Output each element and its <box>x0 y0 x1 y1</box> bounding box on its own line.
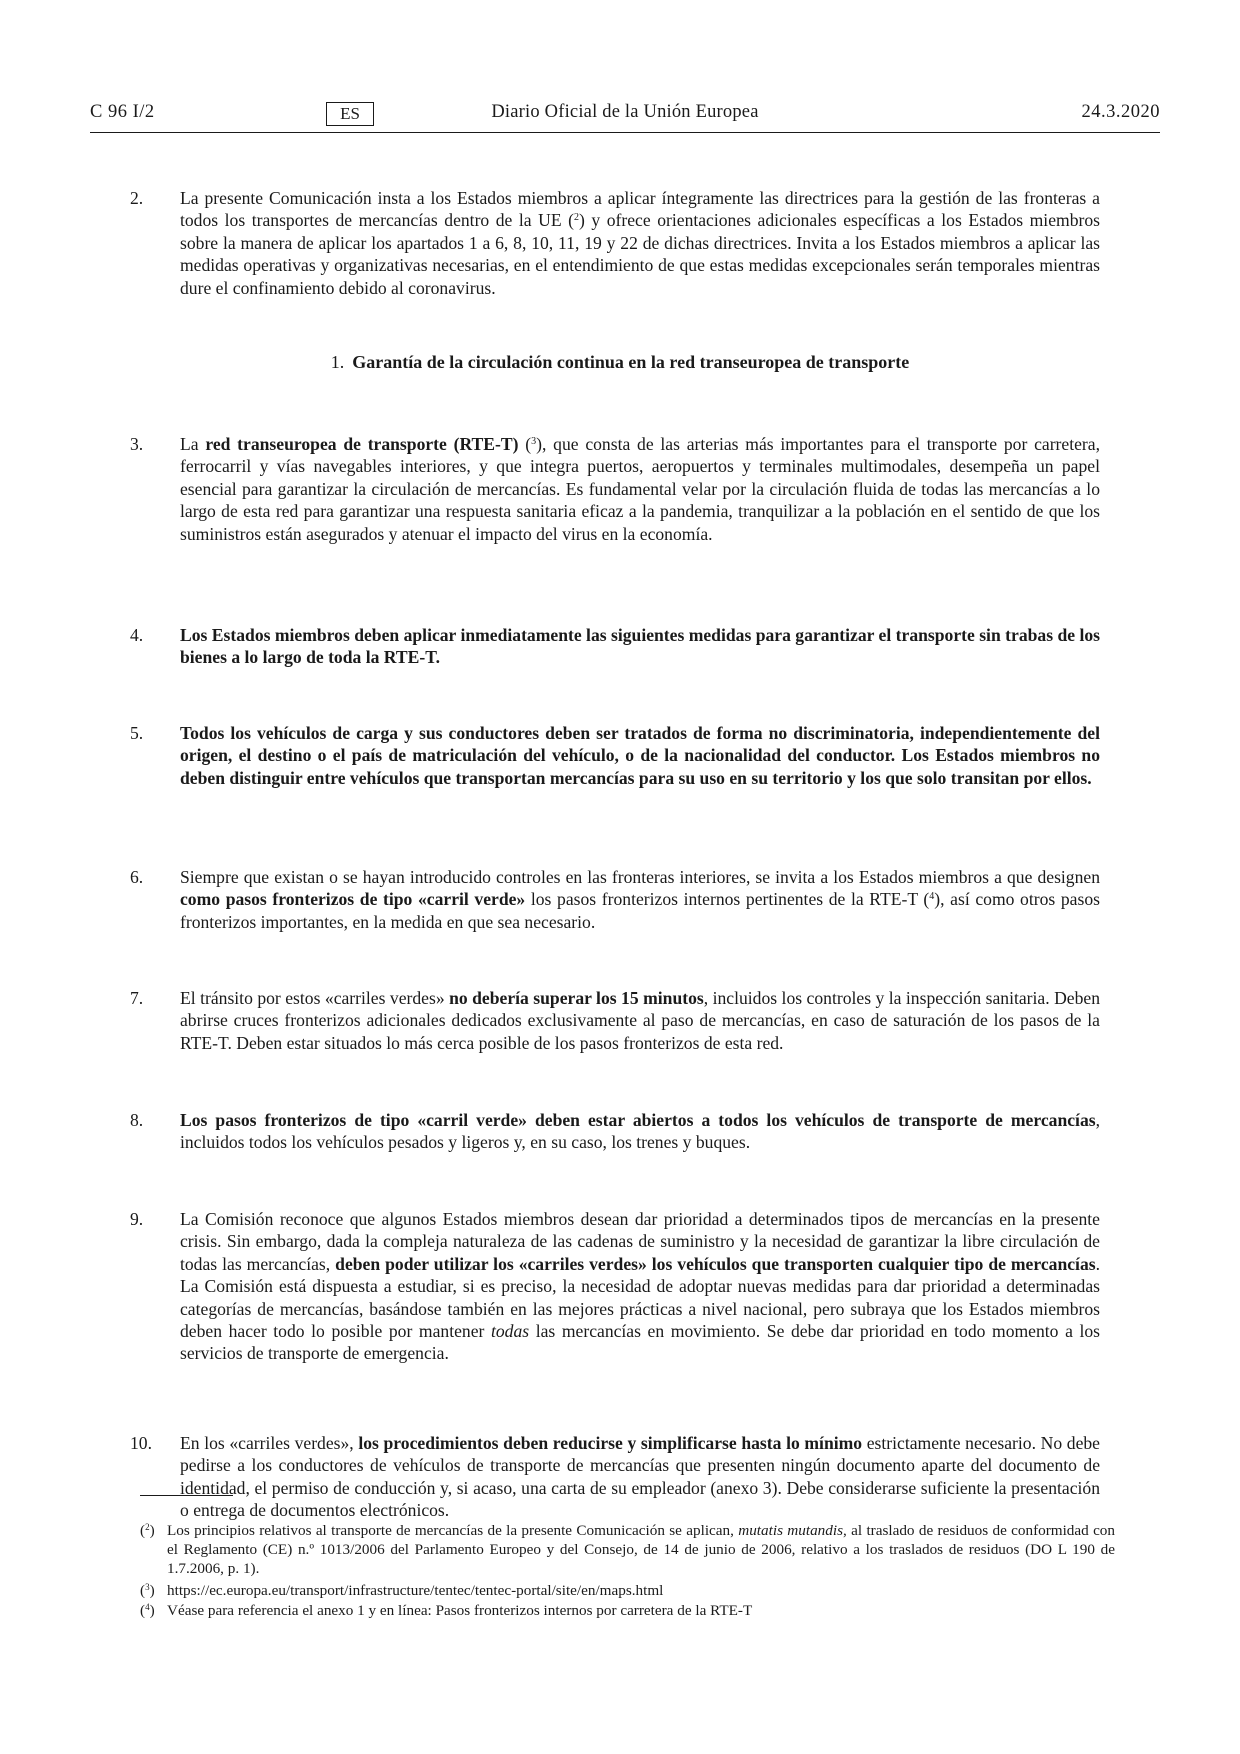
paragraph-number: 8. <box>130 1110 144 1130</box>
text-run: las mercancías en movimiento. Se debe dar prioridad en todo momento a los servicios de transporte de emergencia. <box>180 1321 1101 1364</box>
footnote-ref[interactable]: 4 <box>929 891 935 903</box>
text-run: , incluidos los controles y la inspección sanitaria. Deben abrirse cruces fronterizos adicionales dedicados exclusivamente al paso de mercancías, en caso de saturación de los pasos de la RTE-T. Deben estar situados lo más cerca posible de los pasos fronterizos de esta red. <box>180 988 1100 1053</box>
text-run: https://ec.europa.eu/transport/infrastructure/tentec/tentec-portal/site/en/maps.html <box>167 1582 664 1599</box>
paragraph-text <box>180 866 1100 933</box>
text-run: ), así como otros pasos fronterizos importantes, en la medida en que sea necesario. <box>180 889 1100 932</box>
paragraph-number: 5. <box>130 723 144 743</box>
text-run: ( <box>518 434 532 454</box>
paragraph-4 <box>130 624 1100 669</box>
section-number: 1. <box>330 352 345 372</box>
text-run: ), que consta de las arterias más importantes para el transporte por carretera, ferrocarril y vías navegables interiores, y que integra puertos, aeropuertos y terminales multimodales, desempeña un papel esencial para garantizar la circulación de mercancías. Es fundamental velar por la circulación fluida de todas las mercancías a lo largo de esta red para garantizar una respuesta sanitaria eficaz a la pandemia, tranquilizar a la población en el sentido de que los suministros están asegurados y atenuar el impacto del virus en la economía. <box>180 434 1100 544</box>
paragraph-text <box>180 433 1100 545</box>
paragraph-3 <box>130 433 1100 545</box>
bold-text: red transeuropea de transporte (RTE-T) <box>205 434 519 454</box>
footnote-3 <box>140 1581 1115 1600</box>
bold-text: Los pasos fronterizos de tipo «carril verde» deben estar abiertos a todos los vehículos de transporte de mercancías <box>180 1110 1096 1130</box>
publication-date: 24.3.2020 <box>1081 102 1160 122</box>
section-heading <box>0 351 1240 373</box>
text-run: , al traslado de residuos de conformidad con el Reglamento (CE) n.º 1013/2006 del Parlamento Europeo y del Consejo, de 14 de junio de 2006, relativo a los traslados de residuos (DO L 190 de 1.7.2006, p. 1). <box>167 1522 1115 1577</box>
paragraph-number: 3. <box>130 434 144 454</box>
footnote-link[interactable] <box>167 1581 1115 1600</box>
footnote-marker: ($^3$) <box>140 1582 155 1599</box>
footnote-ref[interactable]: 3 <box>531 436 537 447</box>
paragraph-text <box>180 187 1100 299</box>
footnote-divider <box>140 1495 233 1496</box>
paragraph-9 <box>130 1208 1100 1365</box>
journal-reference: C 96 I/2 <box>90 102 155 122</box>
text-run: El tránsito por estos «carriles verdes» <box>180 988 450 1008</box>
paragraph-text <box>180 987 1100 1054</box>
paragraph-number: 10. <box>130 1433 152 1453</box>
section-title: Garantía de la circulación continua en la red transeuropea de transporte <box>352 352 910 372</box>
paragraph-number: 6. <box>130 867 144 887</box>
paragraph-number: 7. <box>130 988 144 1008</box>
footnote-2 <box>140 1521 1115 1578</box>
footnote-text <box>167 1601 1115 1620</box>
footnote-4 <box>140 1601 1115 1620</box>
text-run: La Comisión reconoce que algunos Estados miembros desean dar prioridad a determinados tipos de mercancías en la presente crisis. Sin embargo, dada la compleja naturaleza de las cadenas de suministro y la necesidad de garantizar la libre circulación de todas las mercancías, <box>180 1209 1100 1274</box>
italic-text: mutatis mutandis <box>738 1522 844 1539</box>
footnote-marker: ($^2$) <box>140 1522 155 1539</box>
paragraph-text <box>180 624 1100 669</box>
paragraph-text <box>180 722 1100 789</box>
text-run: La presente Comunicación insta a los Estados miembros a aplicar íntegramente las directrices para la gestión de las fronteras a todos los transportes de mercancías dentro de la UE ( <box>180 188 1100 231</box>
paragraph-6 <box>130 866 1100 933</box>
page-header <box>90 102 1160 133</box>
bold-text: los procedimientos deben reducirse y simplificarse hasta lo mínimo <box>358 1433 863 1453</box>
text-run: Los principios relativos al transporte de mercancías de la presente Comunicación se aplican, <box>167 1522 739 1539</box>
text-run: ) y ofrece orientaciones adicionales específicas a los Estados miembros sobre la manera de aplicar los apartados 1 a 6, 8, 10, 11, 19 y 22 de dichas directrices. Invita a los Estados miembros a aplicar las medidas operativas y organizativas necesarias, en el entendimiento de que estas medidas excepcionales serán temporales mientras dure el confinamiento debido al coronavirus. <box>180 210 1100 298</box>
text-run: La <box>180 434 206 454</box>
text-run: . La Comisión está dispuesta a estudiar, si es preciso, la necesidad de adoptar nuevas medidas para dar prioridad a determinadas categorías de mercancías, basándose también en las mejores prácticas a nivel nacional, pero subraya que los Estados miembros deben hacer todo lo posible por mantener <box>180 1253 1100 1342</box>
italic-text: todas <box>490 1321 530 1342</box>
journal-title: Diario Oficial de la Unión Europea <box>491 102 759 122</box>
bold-text: no debería superar los 15 minutos <box>449 988 704 1008</box>
footnote-marker: ($^4$) <box>140 1602 155 1619</box>
paragraph-2 <box>130 187 1100 299</box>
bold-text: Los Estados miembros deben aplicar inmediatamente las siguientes medidas para garantizar el transporte sin trabas de los bienes a lo largo de toda la RTE-T. <box>180 625 1100 668</box>
paragraph-text <box>180 1109 1100 1154</box>
text-run: En los «carriles verdes», <box>180 1433 359 1453</box>
paragraph-7 <box>130 987 1100 1054</box>
paragraph-number: 2. <box>130 188 144 208</box>
footnote-text <box>167 1521 1115 1578</box>
paragraph-number: 9. <box>130 1209 144 1229</box>
paragraph-text <box>180 1208 1100 1365</box>
paragraph-8 <box>130 1109 1100 1154</box>
bold-text: como pasos fronterizos de tipo «carril verde» <box>180 889 526 910</box>
paragraph-text <box>180 1432 1100 1522</box>
bold-text: Todos los vehículos de carga y sus conductores deben ser tratados de forma no discriminatoria, independientemente del origen, el destino o el país de matriculación del vehículo, o de la nacionalidad del conductor. Los Estados miembros no deben distinguir entre vehículos que transportan mercancías para su uso en su territorio y los que solo transitan por ellos. <box>180 723 1100 788</box>
text-run: los pasos fronterizos internos pertinentes de la RTE-T ( <box>525 889 930 910</box>
text-run: estrictamente necesario. No debe pedirse a los conductores de vehículos de transporte de mercancías que presenten ningún documento aparte del documento de identidad, el permiso de conducción y, si acaso, una carta de su empleador (anexo 3). Debe considerarse suficiente la presentación o entrega de documentos electrónicos. <box>180 1433 1100 1521</box>
bold-text: deben poder utilizar los «carriles verdes» los vehículos que transporten cualquier tipo de mercancías <box>335 1253 1096 1274</box>
paragraph-10 <box>130 1432 1100 1522</box>
text-run: Véase para referencia el anexo 1 y en línea: Pasos fronterizos internos por carretera de la RTE-T <box>167 1602 753 1619</box>
text-run: Siempre que existan o se hayan introducido controles en las fronteras interiores, se invita a los Estados miembros a que designen <box>180 867 1100 887</box>
paragraph-number: 4. <box>130 625 144 645</box>
footnote-ref[interactable]: 2 <box>574 212 579 224</box>
paragraph-5 <box>130 722 1100 789</box>
text-run: , incluidos todos los vehículos pesados y ligeros y, en su caso, los trenes y buques. <box>180 1110 1100 1153</box>
language-badge: ES <box>326 102 374 126</box>
